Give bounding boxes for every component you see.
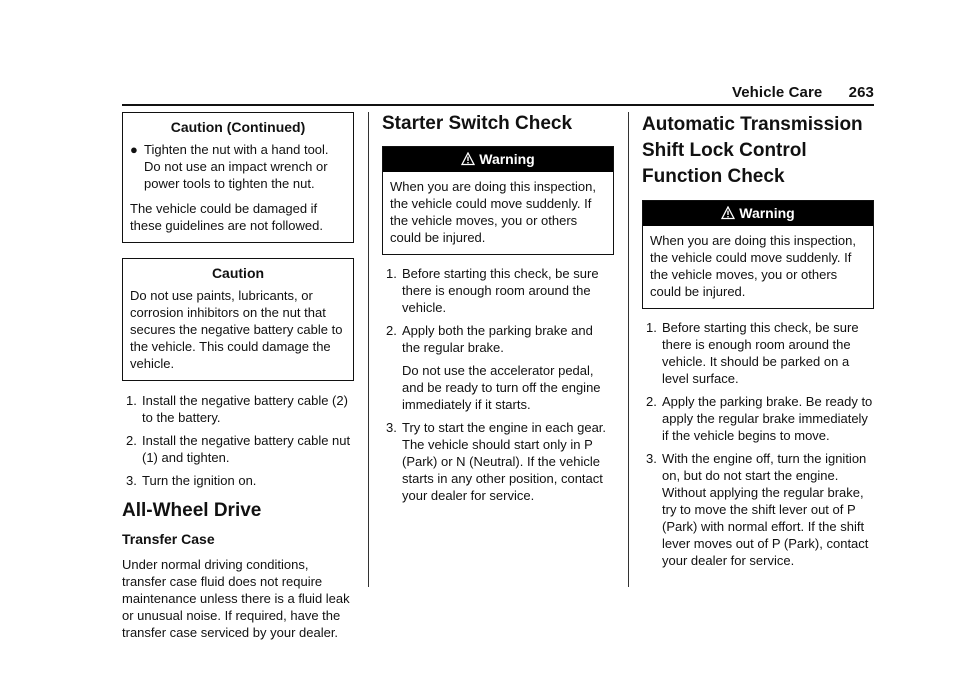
warning-text: When you are doing this inspection, the vehicle could move suddenly. If the vehicle moves, you or others could be injured. (390, 179, 596, 245)
step-item (382, 419, 614, 504)
step-number: 1. (386, 266, 397, 281)
step-item (382, 265, 614, 316)
step-text: Apply both the parking brake and the regular brake. (402, 323, 593, 355)
step-item (642, 450, 874, 569)
step-item (122, 472, 354, 489)
step-item (122, 392, 354, 426)
column-divider (628, 112, 629, 587)
subsection-heading: Transfer Case (122, 531, 215, 547)
step-text: Install the negative battery cable (2) to the battery. (142, 393, 348, 425)
caution-continued-title: Caution (Continued) (170, 119, 306, 135)
step-number: 1. (126, 393, 137, 408)
caution-box (122, 258, 354, 381)
warning-icon (721, 206, 735, 220)
shift-lock-steps (642, 319, 874, 569)
header-rule (122, 104, 874, 106)
warning-title: Warning (739, 205, 795, 221)
warning-header (383, 147, 613, 172)
step-text: With the engine off, turn the ignition on, but do not start the engine. Without applying the regular brake, try to move the shift lever out of P (Park) with normal effort. If the shift lever moves out of P (Park), contact your dealer for service. (662, 451, 869, 568)
step-number: 1. (646, 320, 657, 335)
warning-box (382, 146, 614, 255)
step-text: Install the negative battery cable nut (1) and tighten. (142, 433, 351, 465)
column-divider (368, 112, 369, 587)
warning-box (642, 200, 874, 309)
step-number: 3. (386, 420, 397, 435)
section-heading: Automatic Transmission Shift Lock Control Function Check (642, 114, 863, 187)
step-text: Before starting this check, be sure there is enough room around the vehicle. (402, 266, 599, 315)
step-item (122, 432, 354, 466)
starter-steps (382, 265, 614, 504)
bullet-icon: ● (130, 142, 138, 157)
section-heading: Starter Switch Check (382, 113, 573, 134)
step-text: Apply the parking brake. Be ready to apply the regular brake immediately if the vehicle begins to move. (662, 394, 873, 443)
step-note: Do not use the accelerator pedal, and be ready to turn off the engine immediately if it starts. (402, 363, 601, 412)
transfer-case-paragraph: Under normal driving conditions, transfer case fluid does not require maintenance unless there is a fluid leak or unusual noise. If required, have the transfer case serviced by your dealer. (122, 557, 350, 640)
step-number: 3. (126, 473, 137, 488)
page-header (732, 84, 874, 101)
column-left (122, 112, 354, 641)
caution-bullet-text: Tighten the nut with a hand tool. Do not use an impact wrench or power tools to tighten the nut. (144, 142, 329, 191)
caution-title: Caution (211, 265, 265, 281)
step-item (642, 319, 874, 387)
warning-text: When you are doing this inspection, the vehicle could move suddenly. If the vehicle moves, you or others could be injured. (650, 233, 856, 299)
step-item (382, 322, 614, 413)
caution-continued-text: The vehicle could be damaged if these guidelines are not followed. (130, 201, 323, 233)
step-text: Try to start the engine in each gear. The vehicle should start only in P (Park) or N (Neutral). If the vehicle starts in any other position, contact your dealer for service. (402, 420, 607, 503)
step-number: 3. (646, 451, 657, 466)
step-number: 2. (646, 394, 657, 409)
caution-bullet (130, 141, 346, 192)
column-right (642, 112, 874, 575)
warning-icon (461, 152, 475, 166)
caution-text: Do not use paints, lubricants, or corrosion inhibitors on the nut that secures the negative battery cable to the vehicle. This could damage the vehicle. (130, 288, 343, 371)
battery-steps (122, 392, 354, 489)
step-number: 2. (126, 433, 137, 448)
column-middle (382, 112, 614, 510)
warning-title: Warning (479, 151, 535, 167)
section-title: Vehicle Care (731, 84, 823, 101)
caution-continued-box (122, 112, 354, 243)
section-heading: All-Wheel Drive (122, 500, 262, 521)
step-text: Turn the ignition on. (142, 473, 257, 488)
page-number: 263 (848, 84, 874, 101)
step-number: 2. (386, 323, 397, 338)
warning-header (643, 201, 873, 226)
step-text: Before starting this check, be sure there is enough room around the vehicle. It should be parked on a level surface. (662, 320, 859, 386)
step-item (642, 393, 874, 444)
